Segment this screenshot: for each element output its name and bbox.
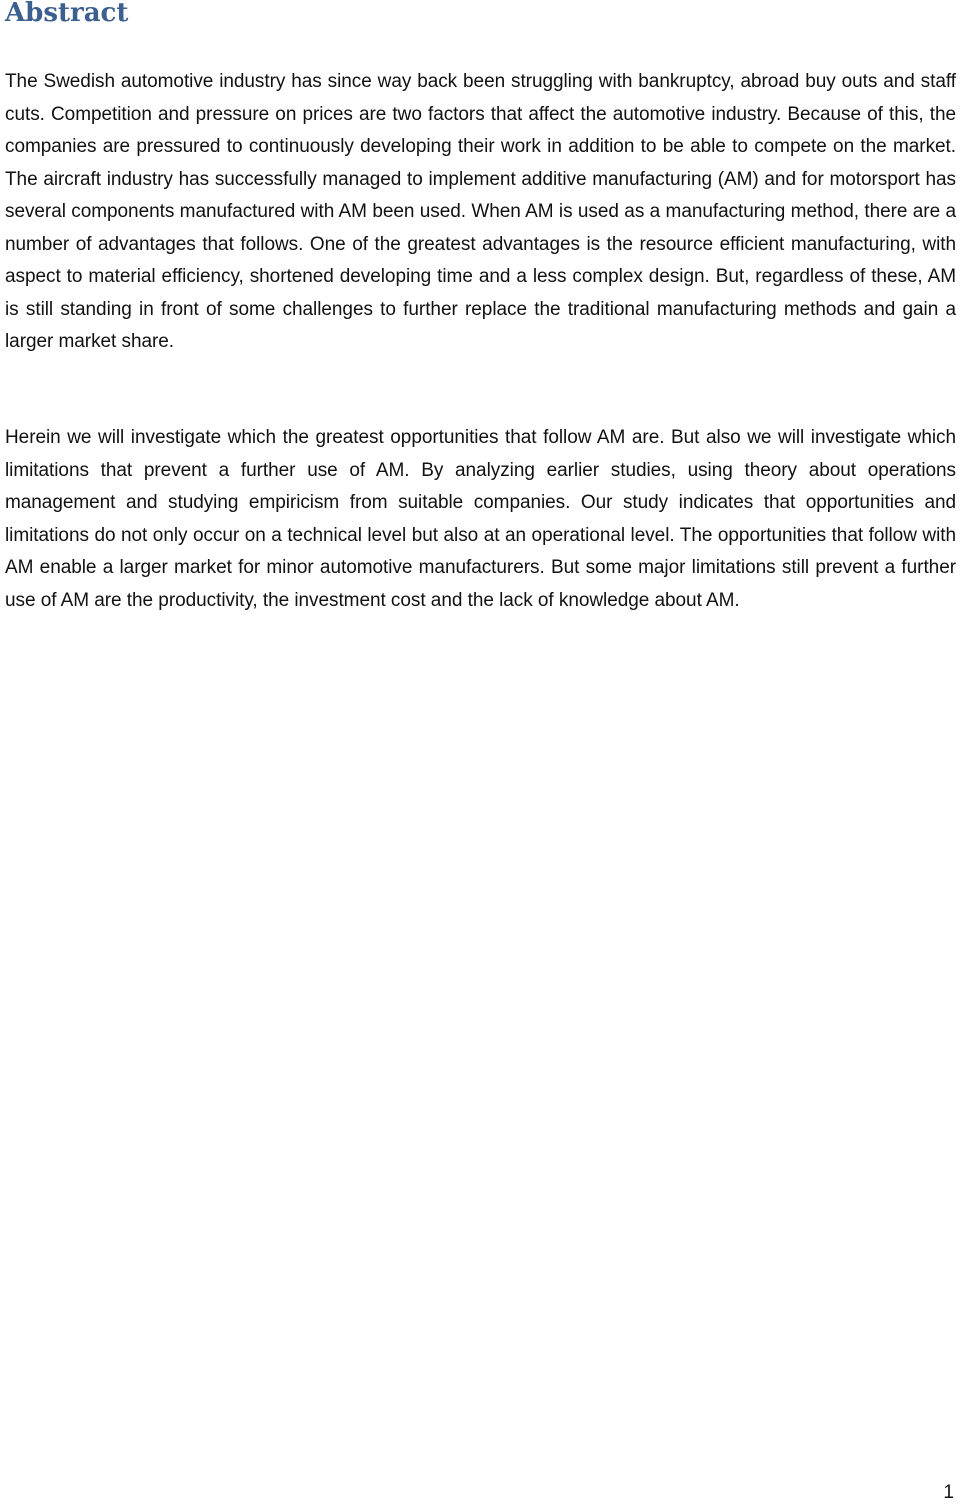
abstract-heading: Abstract	[5, 0, 129, 28]
abstract-paragraph-1: The Swedish automotive industry has since way back been struggling with bankruptcy, abroad buy outs and staff cuts. Competition and pressure on prices are two factors that affect the automotive industry. Because of this, the companies are pressured to continuously developing their work in addition to be able to compete on the market. The aircraft industry has successfully managed to implement additive manufacturing (AM) and for motorsport has several components manufactured with AM been used. When AM is used as a manufacturing method, there are a number of advantages that follows. One of the greatest advantages is the resource efficient manufacturing, with aspect to material efficiency, shortened developing time and a less complex design. But, regardless of these, AM is still standing in front of some challenges to further replace the traditional manufacturing methods and gain a larger market share.	[5, 71, 956, 352]
abstract-paragraph-2: Herein we will investigate which the greatest opportunities that follow AM are. But also we will investigate which limitations that prevent a further use of AM. By analyzing earlier studies, using theory about operations management and studying empiricism from suitable companies. Our study indicates that opportunities and limitations do not only occur on a technical level but also at an operational level. The opportunities that follow with AM enable a larger market for minor automotive manufacturers. But some major limitations still prevent a further use of AM are the productivity, the investment cost and the lack of knowledge about AM.	[5, 427, 956, 611]
page-number: 1	[943, 1482, 954, 1503]
